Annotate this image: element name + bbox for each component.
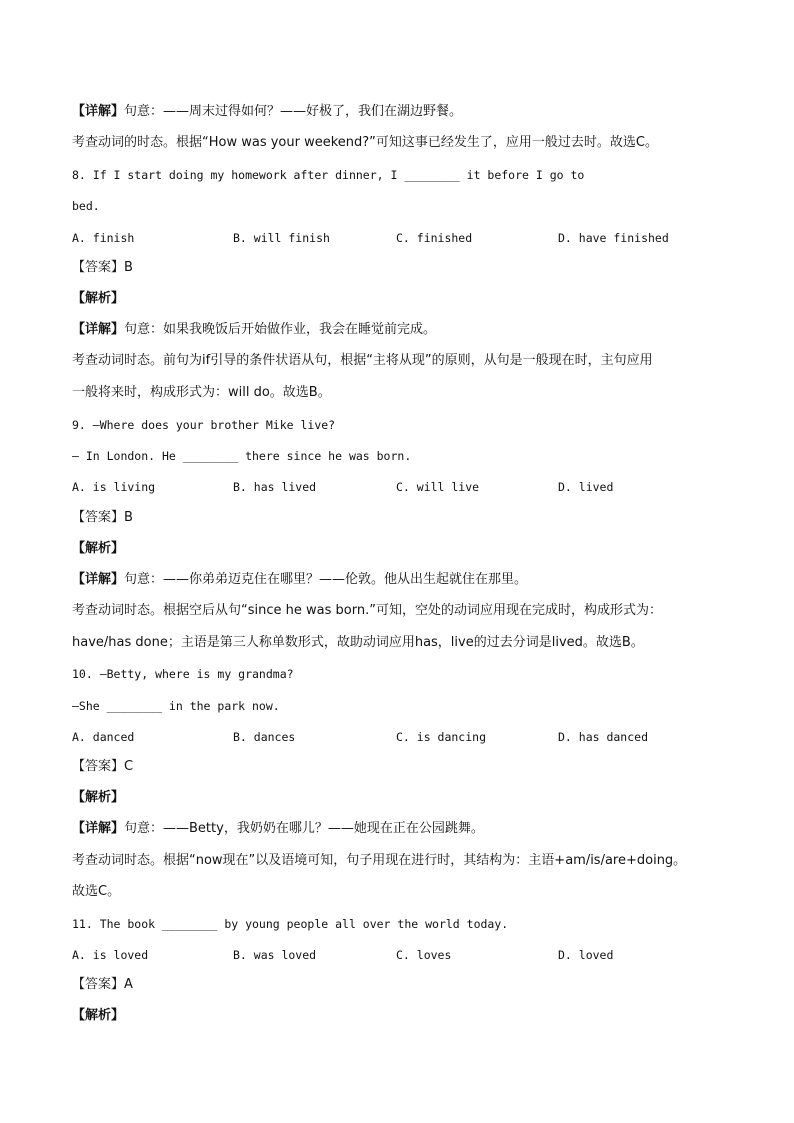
q9-explanation-1: 考查动词时态。根据空后从句“since he was born.”可知，空处的动词应用现在完成时，构成形式为： [72,603,662,618]
q8-explanation-1: 考查动词时态。前句为if引导的条件状语从句，根据“主将从现”的原则，从句是一般现在时，主句应用 [72,353,653,368]
q8-explanation-2: 一般将来时，构成形式为：will do。故选B。 [72,385,331,400]
q8-answer: 【答案】B [72,260,133,275]
q10-analysis-label: 【解析】 [72,790,125,805]
detail-tag: 【详解】 [72,104,125,119]
q8-option-a: A. finish [72,231,135,245]
q10-option-c: C. is dancing [396,730,487,744]
q11-answer: 【答案】A [72,977,133,992]
q10-stem: 10. —Betty, where is my grandma? [72,667,294,681]
q11-option-c: C. loves [396,948,452,962]
q9-stem: 9. —Where does your brother Mike live? [72,418,336,432]
q10-detail: 【详解】句意：——Betty，我奶奶在哪儿？——她现在正在公园跳舞。 [72,821,484,836]
q8-option-b: B. will finish [233,231,330,245]
q11-option-a: A. is loved [72,948,149,962]
q8-analysis-label: 【解析】 [72,291,125,306]
q9-stem-cont: — In London. He ________ there since he was born. [72,449,412,463]
q10-option-a: A. danced [72,730,135,744]
q11-option-b: B. was loved [233,948,317,962]
q10-option-b: B. dances [233,730,296,744]
q11-stem: 11. The book ________ by young people all over the world today. [72,917,509,931]
q9-option-a: A. is living [72,480,156,494]
q10-option-d: D. has danced [558,730,649,744]
q8-stem: 8. If I start doing my homework after dinner, I ________ it before I go to [72,168,585,182]
q8-detail: 【详解】句意：如果我晚饭后开始做作业，我会在睡觉前完成。 [72,322,437,337]
q7-detail: 【详解】句意：——周末过得如何？——好极了，我们在湖边野餐。 [72,104,463,119]
q9-option-c: C. will live [396,480,480,494]
q9-detail: 【详解】句意：——你弟弟迈克住在哪里？——伦敦。他从出生起就住在那里。 [72,572,528,587]
q7-explanation: 考查动词的时态。根据“How was your weekend?”可知这事已经发生了，应用一般过去时。故选C。 [72,135,658,150]
q10-stem-cont: —She ________ in the park now. [72,699,280,713]
q11-option-d: D. loved [558,948,614,962]
q10-answer: 【答案】C [72,759,134,774]
q9-analysis-label: 【解析】 [72,541,125,556]
q8-stem-cont: bed. [72,199,100,213]
q8-option-c: C. finished [396,231,473,245]
q9-option-d: D. lived [558,480,614,494]
q9-explanation-2: have/has done；主语是第三人称单数形式，故助动词应用has，live的过去分词是lived。故选B。 [72,635,644,650]
q9-answer: 【答案】B [72,510,133,525]
q10-explanation-1: 考查动词时态。根据“now现在”以及语境可知，句子用现在进行时，其结构为：主语+am/is/are+doing。 [72,853,687,868]
q9-option-b: B. has lived [233,480,317,494]
q11-analysis-label: 【解析】 [72,1008,125,1023]
q10-explanation-2: 故选C。 [72,884,121,899]
q8-option-d: D. have finished [558,231,669,245]
